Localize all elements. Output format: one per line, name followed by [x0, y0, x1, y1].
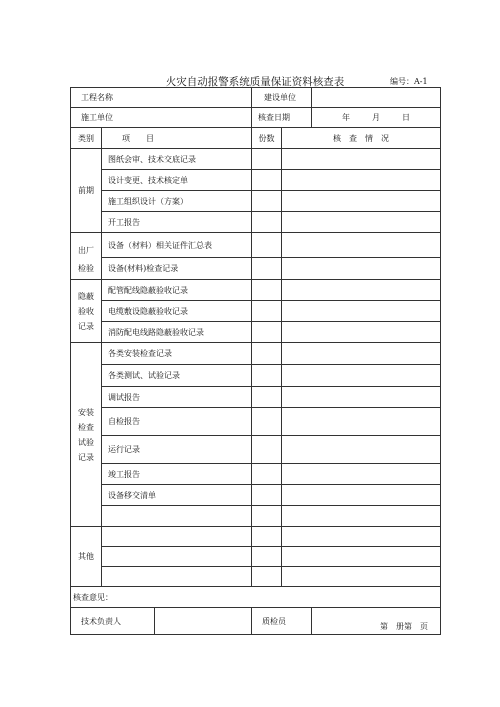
copies-cell[interactable]: [252, 170, 282, 191]
group-early: 前期: [71, 149, 102, 233]
checklist-table: [70, 87, 440, 635]
table-row: [71, 280, 441, 301]
item-label: 调试报告: [102, 387, 252, 408]
row-opinion: [71, 587, 441, 608]
item-label: 各类安装检查记录: [102, 343, 252, 365]
check-cell[interactable]: [282, 408, 441, 436]
table-row: [71, 464, 441, 485]
item-label: 设备（材料）相关证件汇总表: [102, 233, 252, 258]
table-row: [71, 567, 441, 587]
table-row: [71, 365, 441, 387]
copies-cell[interactable]: [252, 408, 282, 436]
item-label: 开工报告: [102, 212, 252, 233]
check-cell[interactable]: [282, 365, 441, 387]
date-year: 年: [342, 113, 350, 122]
label-check-date: 核查日期: [252, 108, 312, 128]
item-label: 各类测试、试验记录: [102, 365, 252, 387]
table-row: [71, 408, 441, 436]
copies-cell[interactable]: [252, 464, 282, 485]
group-other: 其他: [71, 527, 102, 587]
item-label: 消防配电线路隐蔽验收记录: [102, 322, 252, 343]
item-label: 电缆敷设隐蔽验收记录: [102, 301, 252, 322]
check-cell[interactable]: [282, 485, 441, 506]
check-cell[interactable]: [282, 301, 441, 322]
form-title: 火灾自动报警系统质量保证资料核查表: [165, 76, 345, 88]
check-cell[interactable]: [282, 527, 441, 547]
tech-lead-sign[interactable]: [155, 608, 251, 634]
copies-cell[interactable]: [252, 301, 282, 322]
copies-cell[interactable]: [252, 212, 282, 233]
item-label: 运行记录: [102, 436, 252, 464]
item-label: 竣工报告: [102, 464, 252, 485]
table-row: [71, 191, 441, 212]
copies-cell[interactable]: [252, 365, 282, 387]
check-date-value[interactable]: [312, 108, 441, 128]
row-column-headers: [71, 128, 441, 149]
copies-cell[interactable]: [252, 258, 282, 280]
table-row: [71, 149, 441, 170]
item-label: 配管配线隐蔽验收记录: [102, 280, 252, 301]
label-project-name: 工程名称: [71, 88, 252, 108]
copies-cell[interactable]: [252, 322, 282, 343]
copies-cell[interactable]: [252, 485, 282, 506]
check-cell[interactable]: [282, 170, 441, 191]
header-item: 项 目: [102, 128, 252, 149]
check-cell[interactable]: [282, 387, 441, 408]
tech-lead-label: 技术负责人: [71, 608, 155, 634]
date-month: 月: [372, 113, 380, 122]
check-cell[interactable]: [282, 436, 441, 464]
table-row: [71, 170, 441, 191]
form-code: 编号：A-1: [390, 77, 428, 86]
table-row: [71, 506, 441, 527]
copies-cell[interactable]: [252, 547, 282, 567]
item-label: 自检报告: [102, 408, 252, 436]
item-label: 设备(材料)检查记录: [102, 258, 252, 280]
table-row: [71, 547, 441, 567]
copies-cell[interactable]: [252, 149, 282, 170]
table-row: [71, 258, 441, 280]
check-cell[interactable]: [282, 322, 441, 343]
copies-cell[interactable]: [252, 436, 282, 464]
header-category: 类别: [71, 128, 102, 149]
check-cell[interactable]: [282, 567, 441, 587]
label-builder-unit: 施工单位: [71, 108, 252, 128]
header-check: 核 查 情 况: [282, 128, 441, 149]
item-label: 图纸会审、技术交底记录: [102, 149, 252, 170]
table-row: [71, 233, 441, 258]
check-cell[interactable]: [282, 212, 441, 233]
item-label: 设计变更、技术核定单: [102, 170, 252, 191]
item-label: 施工组织设计（方案）: [102, 191, 252, 212]
opinion-label[interactable]: 核查意见：: [71, 587, 441, 608]
group-factory-b: 检验: [71, 258, 102, 280]
table-row: [71, 301, 441, 322]
group-hidden: 隐蔽 验收 记录: [71, 280, 102, 343]
copies-cell[interactable]: [252, 527, 282, 547]
item-label[interactable]: [102, 567, 252, 587]
check-cell[interactable]: [282, 149, 441, 170]
item-label[interactable]: [102, 506, 252, 527]
table-row: [71, 485, 441, 506]
header-copies: 份数: [252, 128, 282, 149]
check-cell[interactable]: [282, 280, 441, 301]
item-label[interactable]: [102, 527, 252, 547]
group-install: 安装 检查 试验 记录: [71, 343, 102, 527]
copies-cell[interactable]: [252, 387, 282, 408]
signature-cell-tech: [71, 608, 252, 635]
table-row: [71, 322, 441, 343]
copies-cell[interactable]: [252, 506, 282, 527]
check-cell[interactable]: [282, 547, 441, 567]
inspector-label: 质检员: [252, 608, 312, 635]
check-cell[interactable]: [282, 258, 441, 280]
copies-cell[interactable]: [252, 343, 282, 365]
label-construction-unit: 建设单位: [252, 88, 312, 108]
row-builder: [71, 108, 441, 128]
table-row: [71, 527, 441, 547]
copies-cell[interactable]: [252, 567, 282, 587]
table-row: [71, 436, 441, 464]
group-factory-a: 出厂: [71, 233, 102, 258]
table-row: [71, 343, 441, 365]
value-construction-unit[interactable]: [312, 88, 441, 108]
check-cell[interactable]: [282, 191, 441, 212]
check-cell[interactable]: [282, 343, 441, 365]
table-row: [71, 212, 441, 233]
item-label[interactable]: [102, 547, 252, 567]
copies-cell[interactable]: [252, 191, 282, 212]
check-cell[interactable]: [282, 233, 441, 258]
date-day: 日: [402, 113, 410, 122]
check-cell[interactable]: [282, 464, 441, 485]
table-row: [71, 387, 441, 408]
copies-cell[interactable]: [252, 233, 282, 258]
row-project: [71, 88, 441, 108]
page-indicator: 第 册第 页: [380, 622, 428, 631]
copies-cell[interactable]: [252, 280, 282, 301]
item-label: 设备移交清单: [102, 485, 252, 506]
check-cell[interactable]: [282, 506, 441, 527]
